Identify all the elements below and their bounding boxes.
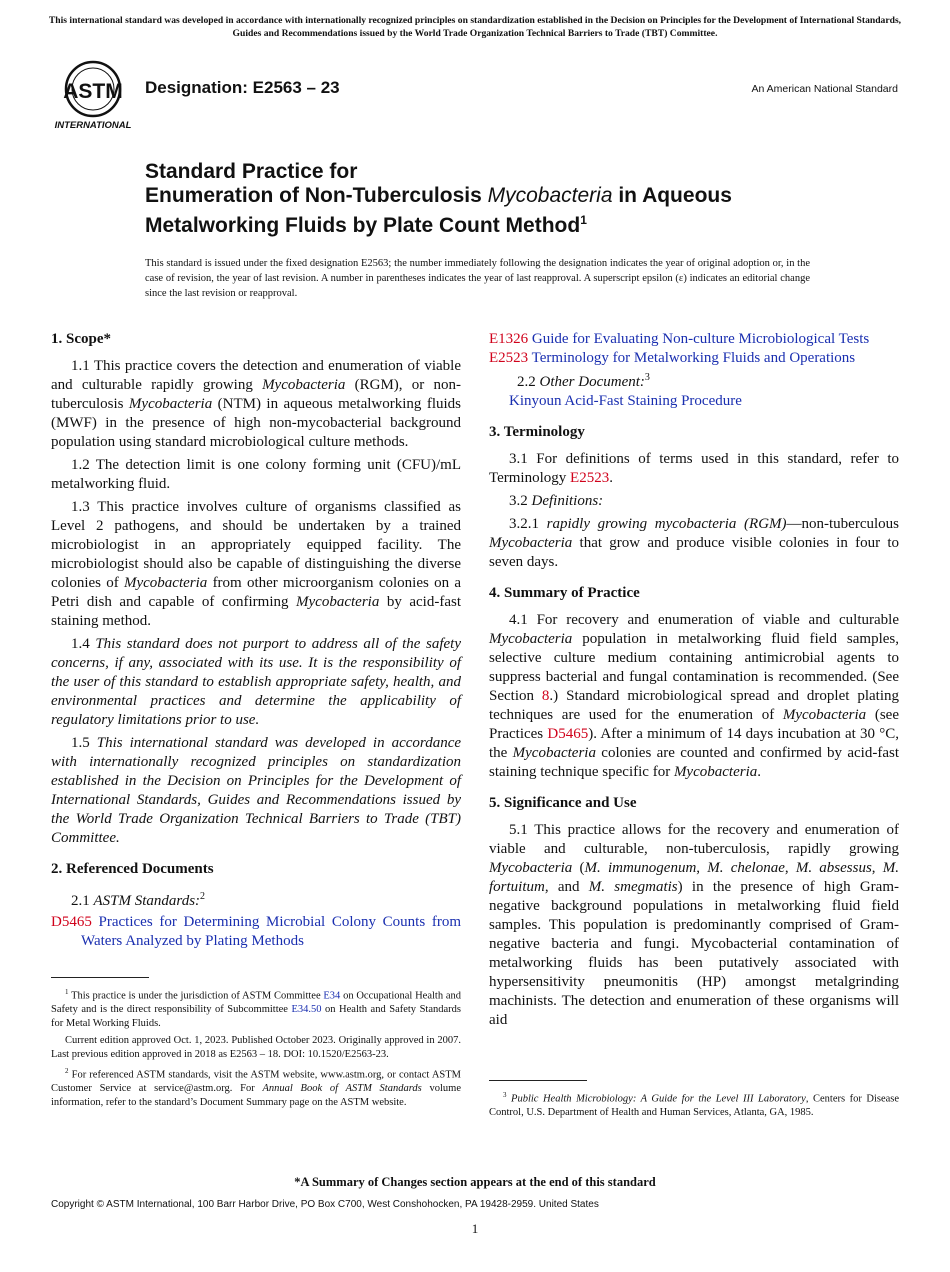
link-e34[interactable]: E34 (323, 990, 341, 1002)
scope-1-2: 1.2 The detection limit is one colony forming unit (CFU)/mL metalworking fluid. (51, 457, 461, 492)
right-column (489, 330, 899, 1042)
section-terminology (489, 423, 899, 572)
scope-1-4: 1.4 This standard does not purport to address all of the safety concerns, if any, associated with its use. It is the responsibility of the user of this standard to establish appropriate safety, health, and environmental practices and determine the applicability of regulatory limitations prior to use. (51, 636, 462, 728)
footnote-1-edition: Current edition approved Oct. 1, 2023. Published October 2023. Originally approved in 2007. Last previous edition approved in 2018 as E2563 – 18. DOI: 10.1520/E2563-23. (51, 1035, 461, 1060)
american-national-standard: An American National Standard (751, 83, 898, 95)
reference-d5465[interactable]: D5465 Practices for Determining Microbial Colony Counts from Waters Analyzed by Plating Methods (51, 914, 462, 949)
page-number: 1 (471, 1221, 479, 1236)
summary-heading: 4. Summary of Practice (489, 585, 640, 601)
reference-e1326[interactable]: E1326 Guide for Evaluating Non-culture Microbiological Tests (489, 331, 870, 347)
page-title (145, 160, 885, 238)
astm-standards-label: 2.1 ASTM Standards:$^2$ (71, 891, 206, 909)
issue-note: This standard is issued under the fixed designation E2563; the number immediately following the designation indicates the year of original adoption or, in the case of revision, the year of last revision. A number in parentheses indicates the year of last reapproval. A superscript epsilon (ε) indicates an editorial change since the last revision or reapproval. (145, 258, 810, 299)
summary-of-changes-note: *A Summary of Changes section appears at the end of this standard (294, 1175, 656, 1189)
footnotes-left (51, 977, 461, 1113)
terminology-3-1: 3.1 For definitions of terms used in this standard, refer to Terminology E2523. (489, 451, 899, 486)
scope-1-3: 1.3 This practice involves culture of organisms classified as Level 2 pathogens, and should be undertaken by a trained microbiologist in an appropriately equipped facility. The microbiologist should also be capable of distinguishing the diverse colonies of Mycobacteria from other microorganism colonies on a Petri dish and capable of confirming Mycobacteria by acid-fast staining method. (51, 499, 462, 629)
ref-link-section-8[interactable]: 8 (541, 688, 550, 704)
section-significance (489, 794, 899, 1030)
ref-link-d5465[interactable]: D5465 (547, 726, 589, 742)
left-column (51, 330, 461, 963)
designation: Designation: E2563 – 23 (145, 78, 340, 97)
other-document-label: 2.2 Other Document:$^3$ (517, 372, 650, 390)
significance-heading: 5. Significance and Use (489, 795, 637, 811)
footnotes-right (489, 1080, 899, 1124)
reference-e2523[interactable]: E2523 Terminology for Metalworking Fluids and Operations (489, 350, 856, 366)
copyright: Copyright © ASTM International, 100 Barr Harbor Drive, PO Box C700, West Conshohocken, PA 19428-2959. United States (51, 1199, 599, 1210)
referenced-heading: 2. Referenced Documents (51, 861, 214, 877)
section-scope (51, 330, 461, 848)
logo-text-top: ASTM (63, 80, 123, 103)
footnote-rule-right (489, 1080, 587, 1081)
ref-link-e2523[interactable]: E2523 (570, 470, 610, 486)
terminology-3-2: 3.2 Definitions: (509, 493, 604, 509)
scope-1-5: 1.5 This international standard was developed in accordance with internationally recognized principles on standardization established in the Decision on Principles for the Development of International Standards, Guides and Recommendations issued by the World Trade Organization Technical Barriers to Trade (TBT) Committee. (51, 735, 462, 846)
summary-4-1: 4.1 For recovery and enumeration of viable and culturable Mycobacteria population in metalworking fluid field samples, selective culture medium containing antimicrobial agents to suppress bacterial and fungal contamination is recommended. (See Section 8.) Standard microbiological spread and droplet plating techniques are used for the enumeration of Mycobacteria (see Practices D5465). After a minimum of 14 days incubation at 30 °C, the Mycobacteria colonies are counted and confirmed by acid-fast staining technique specific for Mycobacteria. (489, 612, 899, 780)
footnote-1: $^1$ This practice is under the jurisdiction of ASTM Committee E34 on Occupational Health and Safety and is the direct responsibility of Subcommittee E34.50 on Health and Safety Standards for Metal Working Fluids. (51, 988, 461, 1029)
astm-logo (52, 58, 134, 132)
logo-text-bottom: INTERNATIONAL (54, 120, 132, 131)
other-document-kinyoun[interactable]: Kinyoun Acid-Fast Staining Procedure (509, 393, 742, 409)
scope-1-1: 1.1 This practice covers the detection and enumeration of viable and culturable rapidly growing Mycobacteria (RGM), or non-tuberculosis Mycobacteria (NTM) in aqueous metalworking fluids (MWF) in the presence of high non-mycobacterial background population using standard microbiological culture methods. (51, 358, 461, 450)
link-e34-50[interactable]: E34.50 (291, 1004, 322, 1015)
terminology-3-2-1: 3.2.1 rapidly growing mycobacteria (RGM)—non-tuberculous Mycobacteria that grow and produce visible colonies in four to seven days. (489, 516, 899, 570)
title-line-2: Enumeration of Non-Tuberculosis Mycobacteria in Aqueous (145, 184, 732, 207)
section-referenced-documents (51, 860, 461, 951)
top-notice: This international standard was developed in accordance with internationally recognized principles on standardization established in the Decision on Principles for the Development of International Standards, Guides and Recommendations issued by the World Trade Organization Technical Barriers to Trade (TBT) Committee. (48, 15, 902, 39)
footnote-2: $^2$ For referenced ASTM standards, visit the ASTM website, www.astm.org, or contact ASTM Customer Service at service@astm.org. For Annual Book of ASTM Standards volume information, refer to the standard’s Document Summary page on the ASTM website. (51, 1067, 461, 1108)
terminology-heading: 3. Terminology (489, 424, 585, 440)
section-summary (489, 584, 899, 782)
scope-heading: 1. Scope* (51, 331, 111, 347)
significance-5-1: 5.1 This practice allows for the recovery and enumeration of viable and culturable, non-tuberculosis, rapidly growing Mycobacteria (M. immunogenum, M. chelonae, M. absessus, M. fortuitum, and M. smegmatis) in the presence of high Gram-negative background populations in metalworking fluid field samples. This population is predominantly comprised of Gram-negative bacteria and fungi. Mycobacterial contamination of metalworking fluids has been putatively associated with hypersensitivity pneumonitis (HP) amongst metalgrinding machinists. The detection and enumeration of these organisms will aid (489, 822, 900, 1028)
footnote-3: $^3$ Public Health Microbiology: A Guide for the Level III Laboratory, Centers for Disease Control, U.S. Department of Health and Human Services, Atlanta, GA, 1985. (489, 1091, 900, 1118)
title-line-1: Standard Practice for (145, 160, 358, 183)
title-line-3: Metalworking Fluids by Plate Count Method$^1$ (145, 213, 587, 237)
footnote-rule (51, 977, 149, 978)
